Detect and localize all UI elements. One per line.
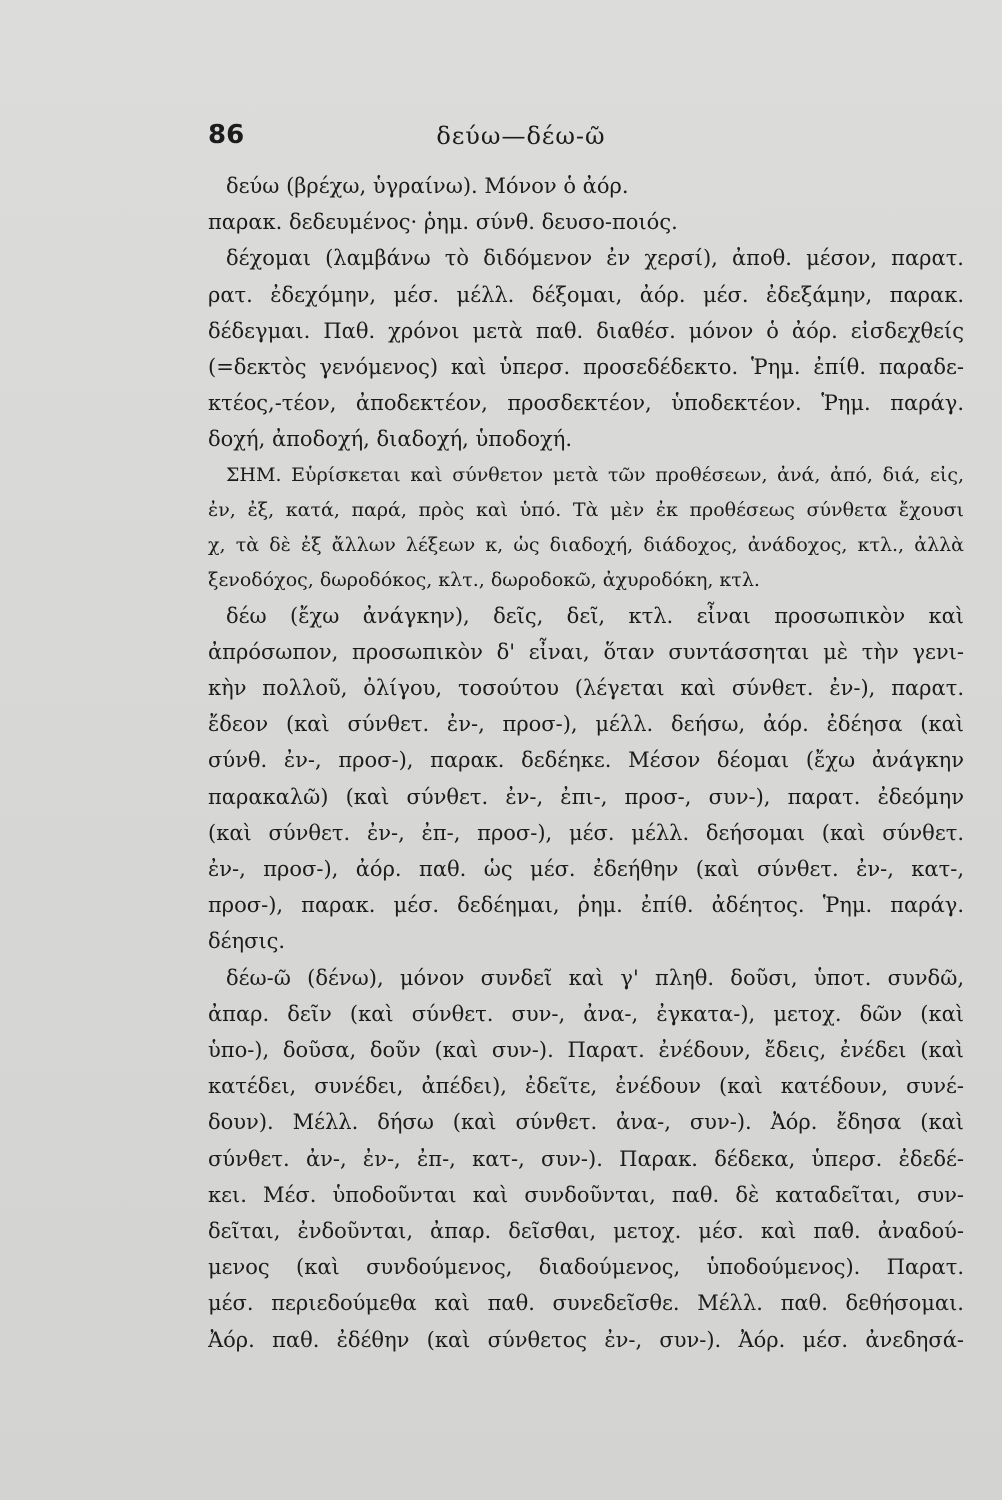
text-line: σύνθ. ἐν-, προσ-), παρακ. δεδέηκε. Μέσον δέομαι (ἔχω ἀνάγκην <box>208 748 964 773</box>
text-line: χ, τὰ δὲ ἐξ ἄλλων λέξεων κ, ὡς διαδοχή, διάδοχος, ἀνάδοχος, κτλ., ἀλλὰ <box>208 533 964 556</box>
text-line: κει. Μέσ. ὑποδοῦνται καὶ συνδοῦνται, παθ. δὲ καταδεῖται, συν- <box>208 1182 964 1207</box>
body-text <box>208 168 964 1358</box>
text-line: σύνθετ. ἀν-, ἐν-, ἐπ-, κατ-, συν-). Παρακ. δέδεκα, ὑπερσ. ἐδεδέ- <box>208 1146 964 1171</box>
text-line: μενος (καὶ συνδούμενος, διαδούμενος, ὑποδούμενος). Παρατ. <box>208 1255 964 1280</box>
text-line: ΣΗΜ. Εὑρίσκεται καὶ σύνθετον μετὰ τῶν προθέσεων, ἀνά, ἀπό, διά, εἰς, <box>226 463 964 486</box>
text-line: δέω-ῶ (δένω), μόνον συνδεῖ καὶ γ' πληθ. δοῦσι, ὑποτ. συνδῶ, <box>226 965 964 990</box>
text-line: ξενοδόχος, δωροδόκος, κλτ., δωροδοκῶ, ἀχυροδόκη, κτλ. <box>208 568 760 591</box>
running-head: δεύω—δέω-ῶ <box>436 122 606 150</box>
text-line: ρατ. ἐδεχόμην, μέσ. μέλλ. δέξομαι, ἀόρ. μέσ. ἐδεξάμην, παρακ. <box>208 282 964 307</box>
text-line: κὴν πολλοῦ, ὀλίγου, τοσούτου (λέγεται καὶ σύνθετ. ἐν-), παρατ. <box>208 676 964 701</box>
text-line: ἐν-, προσ-), ἀόρ. παθ. ὡς μέσ. ἐδεήθην (καὶ σύνθετ. ἐν-, κατ-, <box>208 857 964 882</box>
text-line: δέω (ἔχω ἀνάγκην), δεῖς, δεῖ, κτλ. εἶναι προσωπικὸν καὶ <box>226 603 964 628</box>
text-line: ἔδεον (καὶ σύνθετ. ἐν-, προσ-), μέλλ. δεήσω, ἀόρ. ἐδέησα (καὶ <box>208 712 964 737</box>
text-line: ἀπαρ. δεῖν (καὶ σύνθετ. συν-, ἀνα-, ἐγκατα-), μετοχ. δῶν (καὶ <box>208 1001 964 1026</box>
text-line: κτέος,-τέον, ἀποδεκτέον, προσδεκτέον, ὑποδεκτέον. Ῥημ. παράγ. <box>208 391 964 416</box>
text-line: (καὶ σύνθετ. ἐν-, ἐπ-, προσ-), μέσ. μέλλ. δεήσομαι (καὶ σύνθετ. <box>208 820 964 845</box>
text-line: δέησις. <box>208 929 286 954</box>
page-number: 86 <box>208 120 245 150</box>
text-line: μέσ. περιεδούμεθα καὶ παθ. συνεδεῖσθε. Μέλλ. παθ. δεθήσομαι. <box>208 1291 964 1316</box>
text-line: ἐν, ἐξ, κατά, παρά, πρὸς καὶ ὑπό. Τὰ μὲν ἐκ προθέσεως σύνθετα ἔχουσι <box>208 498 964 521</box>
page-header <box>0 120 1002 160</box>
text-line: δεύω (βρέχω, ὑγραίνω). Μόνον ὁ ἀόρ. <box>226 174 629 198</box>
text-line: προσ-), παρακ. μέσ. δεδέημαι, ῥημ. ἐπίθ. ἀδέητος. Ῥημ. παράγ. <box>208 893 964 918</box>
text-line: δέδεγμαι. Παθ. χρόνοι μετὰ παθ. διαθέσ. μόνον ὁ ἀόρ. εἰσδεχθείς <box>208 318 964 343</box>
text-line: δουν). Μέλλ. δήσω (καὶ σύνθετ. ἀνα-, συν-). Ἀόρ. ἔδησα (καὶ <box>208 1110 964 1135</box>
text-line: παρακαλῶ) (καὶ σύνθετ. ἐν-, ἐπι-, προσ-, συν-), παρατ. ἐδεόμην <box>208 784 964 809</box>
text-line: Ἀόρ. παθ. ἐδέθην (καὶ σύνθετος ἐν-, συν-). Ἀόρ. μέσ. ἀνεδησά- <box>208 1327 964 1352</box>
text-line: ἀπρόσωπον, προσωπικὸν δ' εἶναι, ὅταν συντάσσηται μὲ τὴν γενι- <box>208 639 964 664</box>
text-line: δέχομαι (λαμβάνω τὸ διδόμενον ἐν χερσί), ἀποθ. μέσον, παρατ. <box>226 246 964 271</box>
text-line: δοχή, ἀποδοχή, διαδοχή, ὑποδοχή. <box>208 427 572 452</box>
text-line: (=δεκτὸς γενόμενος) καὶ ὑπερσ. προσεδέδεκτο. Ῥημ. ἐπίθ. παραδε- <box>208 355 964 380</box>
text-line: παρακ. δεδευμένος· ῥημ. σύνθ. δευσο-ποιός. <box>208 210 678 235</box>
text-line: δεῖται, ἐνδοῦνται, ἀπαρ. δεῖσθαι, μετοχ. μέσ. καὶ παθ. ἀναδού- <box>208 1219 964 1244</box>
text-line: κατέδει, συνέδει, ἀπέδει), ἐδεῖτε, ἐνέδουν (καὶ κατέδουν, συνέ- <box>208 1074 964 1099</box>
text-line: ὑπο-), δοῦσα, δοῦν (καὶ συν-). Παρατ. ἐνέδουν, ἔδεις, ἐνέδει (καὶ <box>208 1038 964 1063</box>
